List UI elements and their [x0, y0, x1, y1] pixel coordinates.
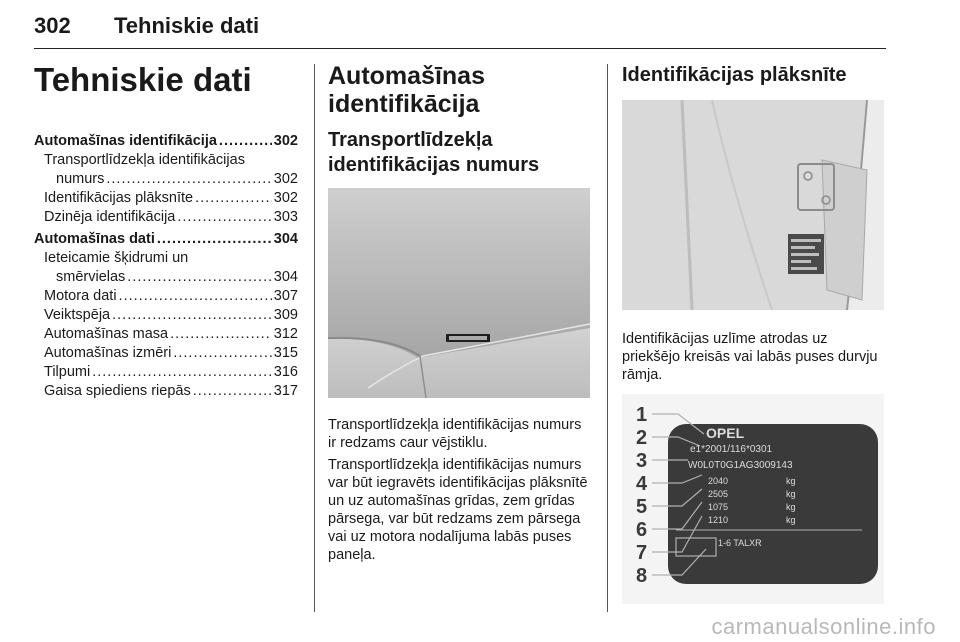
toc-leader-dots [177, 208, 271, 227]
callout-2: 2 [636, 427, 648, 449]
plate-unit-2: kg [786, 489, 796, 499]
callout-4: 4 [636, 473, 648, 495]
section-heading [328, 62, 592, 118]
plate-weight-4: 1210 [708, 515, 729, 525]
windshield-vin-photo [328, 188, 590, 398]
chapter-title: Tehniskie dati [34, 61, 252, 98]
toc-entry-text: Motora dati [44, 288, 117, 304]
section-heading-line2: identifikācija [328, 90, 480, 118]
callout-8: 8 [636, 565, 648, 587]
subsection-heading-line1: Transportlīdzekļa [328, 129, 493, 151]
page-header [34, 8, 886, 49]
toc-entry-page: 302 [273, 190, 298, 206]
callout-5: 5 [636, 496, 648, 518]
paragraph-vin-windshield: Transportlīdzekļa identifikācijas numurs ir redzams caur vējstiklu. [328, 417, 582, 451]
toc-entry-text: Automašīnas dati [34, 231, 155, 247]
plate-weight-2: 2505 [708, 489, 729, 499]
toc-entry-text: Gaisa spiediens riepās [44, 383, 191, 399]
toc-entry-page: 304 [273, 269, 298, 285]
page-number: 302 [34, 13, 71, 38]
plate-vin: W0L0T0G1AG3009143 [688, 460, 793, 471]
paragraph-plate-location: Identifikācijas uzlīme atrodas uz priekšējo kreisās vai labās puses durvju rāmja. [622, 331, 878, 383]
toc-entry[interactable] [34, 306, 298, 325]
toc-entry[interactable] [34, 132, 298, 151]
toc-entry-text: smērvielas [56, 269, 126, 285]
toc-entry[interactable] [34, 268, 298, 287]
toc-entry[interactable] [34, 208, 298, 227]
toc-entry-page: 315 [273, 345, 298, 361]
callout-7: 7 [636, 542, 648, 564]
toc-leader-dots [195, 189, 272, 208]
table-of-contents [34, 132, 298, 401]
toc-entry[interactable] [34, 363, 298, 382]
callout-1: 1 [636, 404, 648, 426]
toc-entry[interactable] [34, 287, 298, 306]
plate-unit-3: kg [786, 502, 796, 512]
paragraph-vin-locations: Transportlīdzekļa identifikācijas numurs var būt iegravēts identifikācijas plāksnītē un uz automašīnas grīdas, zem grīdas pārsega, var būt redzams zem pārsega vai uz motora nodalījuma labās puses paneļa. [328, 457, 588, 563]
subsection-heading-line2: identifikācijas numurs [328, 154, 540, 176]
id-plate-svg [622, 394, 884, 604]
plate-approval: e1*2001/116*0301 [690, 444, 773, 455]
toc-entry[interactable] [34, 170, 298, 189]
column-divider-1 [314, 64, 315, 612]
column-divider-2 [607, 64, 608, 612]
subsection-heading [328, 128, 592, 178]
toc-entry[interactable]: Transportlīdzekļa identifikācijas [44, 152, 245, 168]
right-body [622, 330, 886, 388]
toc-leader-dots [106, 170, 271, 189]
toc-entry-text: Dzinēja identifikācija [44, 209, 176, 225]
right-column [622, 62, 886, 88]
id-plate-heading: Identifikācijas plāksnīte [622, 64, 847, 86]
middle-body [328, 416, 592, 568]
toc-entry-page: 312 [273, 326, 298, 342]
toc-entry-text: Identifikācijas plāksnīte [44, 190, 194, 206]
toc-entry-page: 307 [273, 288, 298, 304]
toc-entry[interactable] [34, 344, 298, 363]
toc-entry-page: 316 [273, 364, 298, 380]
toc-leader-dots [219, 132, 272, 151]
toc-entry-page: 317 [273, 383, 298, 399]
toc-leader-dots [92, 363, 272, 382]
windshield-illustration [328, 188, 590, 398]
plate-weight-3: 1075 [708, 502, 729, 512]
toc-entry-page: 302 [273, 133, 298, 149]
door-frame-illustration [622, 100, 884, 310]
toc-entry-page: 304 [273, 231, 298, 247]
callout-6: 6 [636, 519, 648, 541]
plate-unit-4: kg [786, 515, 796, 525]
middle-column [328, 62, 592, 186]
header-title: Tehniskie dati [114, 13, 260, 38]
watermark: carmanualsonline.info [711, 614, 936, 639]
toc-leader-dots [170, 325, 272, 344]
toc-entry-page: 309 [273, 307, 298, 323]
toc-entry[interactable] [34, 325, 298, 344]
toc-leader-dots [112, 306, 272, 325]
toc-entry-page: 303 [273, 209, 298, 225]
toc-entry-text: Veiktspēja [44, 307, 111, 323]
toc-leader-dots [119, 287, 272, 306]
id-plate-diagram [622, 394, 884, 604]
toc-entry-text: Tilpumi [44, 364, 91, 380]
plate-weight-1: 2040 [708, 476, 729, 486]
toc-entry-text: Automašīnas izmēri [44, 345, 172, 361]
left-column [34, 62, 298, 401]
toc-leader-dots [193, 382, 272, 401]
toc-entry-text: Automašīnas identifikācija [34, 133, 217, 149]
toc-entry[interactable] [34, 189, 298, 208]
callout-3: 3 [636, 450, 648, 472]
toc-leader-dots [157, 230, 272, 249]
toc-leader-dots [127, 268, 272, 287]
door-frame-photo [622, 100, 884, 310]
toc-entry[interactable] [34, 382, 298, 401]
toc-entry[interactable] [34, 230, 298, 249]
plate-axle-text: 1-6 TALXR [718, 538, 762, 548]
plate-unit-1: kg [786, 476, 796, 486]
plate-brand: OPEL [706, 425, 745, 441]
toc-entry-text: numurs [56, 171, 105, 187]
section-heading-line1: Automašīnas [328, 62, 485, 90]
toc-entry[interactable]: Ieteicamie šķidrumi un [44, 250, 189, 266]
toc-leader-dots [173, 344, 271, 363]
toc-entry-text: Automašīnas masa [44, 326, 169, 342]
toc-entry-page: 302 [273, 171, 298, 187]
